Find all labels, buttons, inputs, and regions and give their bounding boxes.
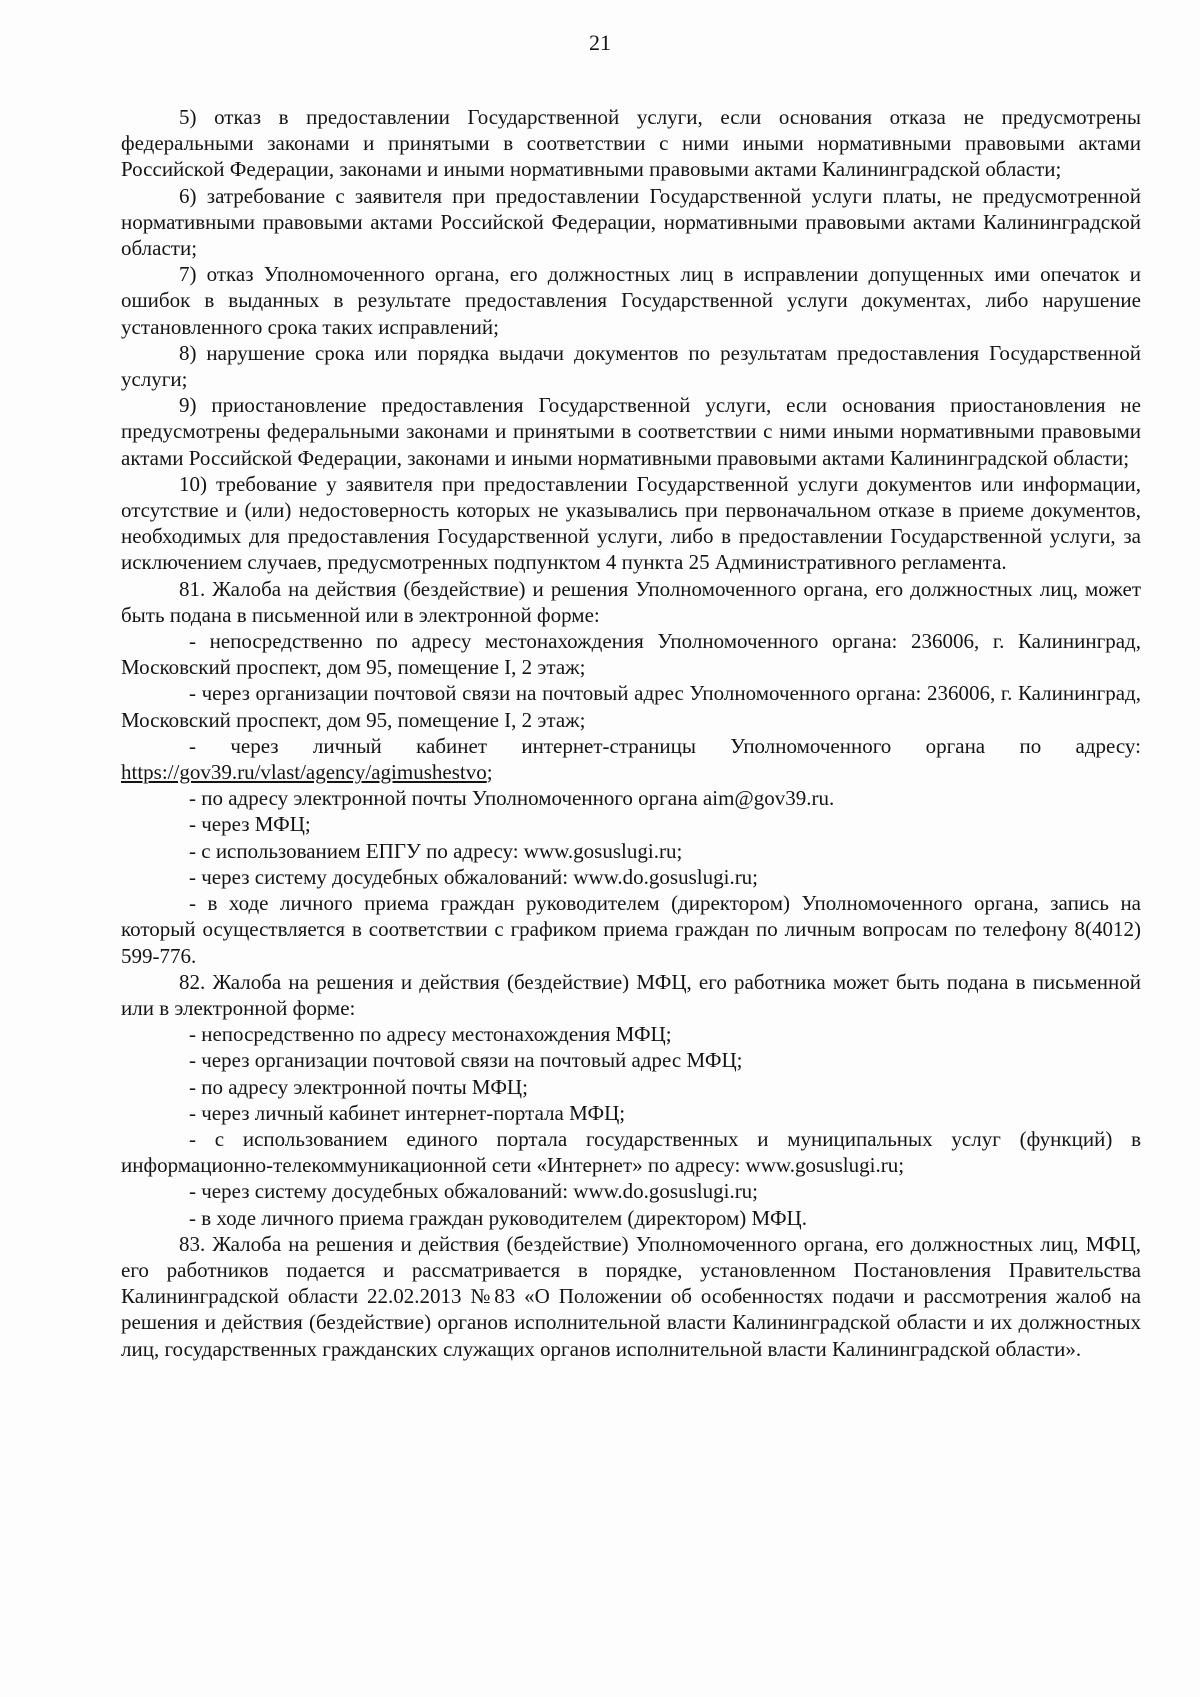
list-item-mfc-address: - непосредственно по адресу местонахождения МФЦ; [189,1022,672,1047]
list-item-mfc-reception: - в ходе личного приема граждан руководителем (директором) МФЦ. [189,1205,807,1230]
paragraph-item-5: 5) отказ в предоставлении Государственной услуги, если основания отказа не предусмотрены федеральными законами и принятыми в соответствии с ними иными нормативными правовыми актами Российской Федерации, законами и иными нормативными правовыми актами Калининградской области; [121,105,1141,182]
list-item-address: - непосредственно по адресу местонахождения Уполномоченного органа: 236006, г. Калининград, Московский проспект, дом 95, помещение I, 2 этаж; [121,629,1141,680]
paragraph-item-9: 9) приостановление предоставления Государственной услуги, если основания приостановления не предусмотрены федеральными законами и принятыми в соответствии с ними иными нормативными правовыми актами Российской Федерации, законами и иными нормативными правовыми актами Калининградской области; [121,393,1141,470]
list-item-epgu: - с использованием ЕПГУ по адресу: www.gosuslugi.ru; [189,838,683,863]
list-item-mfc-postal: - через организации почтовой связи на почтовый адрес МФЦ; [189,1048,743,1073]
list-item-reception: - в ходе личного приема граждан руководителем (директором) Уполномоченного органа, запись на который осуществляется в соответствии с графиком приема граждан по личным вопросам по телефону 8(4012) 599-776. [121,891,1141,968]
document-body [121,104,1141,1362]
paragraph-82: 82. Жалоба на решения и действия (бездействие) МФЦ, его работника может быть подана в письменной или в электронной форме: [121,969,1141,1020]
agency-link[interactable]: https://gov39.ru/vlast/agency/agimushestvo [121,760,487,785]
list-item-mfc-portal: - с использованием единого портала государственных и муниципальных услуг (функций) в информационно-телекоммуникационной сети «Интернет» по адресу: www.gosuslugi.ru; [121,1126,1141,1178]
paragraph-81: 81. Жалоба на действия (бездействие) и решения Уполномоченного органа, его должностных лиц, может быть подана в письменной или в электронной форме: [121,576,1141,627]
list-item-cabinet-text: - через личный кабинет интернет-страницы Уполномоченного органа по адресу: [189,733,1141,758]
page-number: 21 [589,30,611,55]
list-item-pretrial: - через систему досудебных обжалований: www.do.gosuslugi.ru; [189,864,759,889]
paragraph-item-7: 7) отказ Уполномоченного органа, его должностных лиц в исправлении допущенных ими опечаток и ошибок в выданных в результате предоставления Государственной услуги документах, либо нарушение установленного срока таких исправлений; [121,262,1141,339]
list-item-mfc-email: - по адресу электронной почты МФЦ; [189,1074,528,1099]
list-item-postal: - через организации почтовой связи на почтовый адрес Уполномоченного органа: 236006, г. Калининград, Московский проспект, дом 95, помещение I, 2 этаж; [121,681,1141,732]
paragraph-item-8: 8) нарушение срока или порядка выдачи документов по результатам предоставления Государственной услуги; [121,340,1141,392]
list-item-mfc-cabinet: - через личный кабинет интернет-портала МФЦ; [189,1100,626,1125]
list-item-cabinet [121,733,1141,785]
paragraph-83: 83. Жалоба на решения и действия (бездействие) Уполномоченного органа, его должностных лиц, МФЦ, его работников подается и рассматривается в порядке, установленном Постановления Правительства Калининградской области 22.02.2013 №83 «О Положении об особенностях подачи и рассмотрения жалоб на решения и действия (бездействие) органов исполнительной власти Калининградской области и их должностных лиц, государственных гражданских служащих органов исполнительной власти Калининградской области». [121,1231,1141,1361]
list-item-cabinet-tail: ; [486,760,493,785]
paragraph-item-6: 6) затребование с заявителя при предоставлении Государственной услуги платы, не предусмотренной нормативными правовыми актами Российской Федерации, нормативными правовыми актами Калининградской области; [121,183,1141,261]
list-item-mfc: - через МФЦ; [189,812,311,837]
list-item-mfc-pretrial: - через систему досудебных обжалований: www.do.gosuslugi.ru; [189,1179,759,1204]
list-item-email: - по адресу электронной почты Уполномоченного органа aim@gov39.ru. [189,786,835,811]
paragraph-item-10: 10) требование у заявителя при предоставлении Государственной услуги документов или информации, отсутствие и (или) недостоверность которых не указывались при первоначальном отказе в приеме документов, необходимых для предоставления Государственной услуги, либо в предоставлении Государственной услуги, за исключением случаев, предусмотренных подпунктом 4 пункта 25 Административного регламента. [121,471,1141,575]
